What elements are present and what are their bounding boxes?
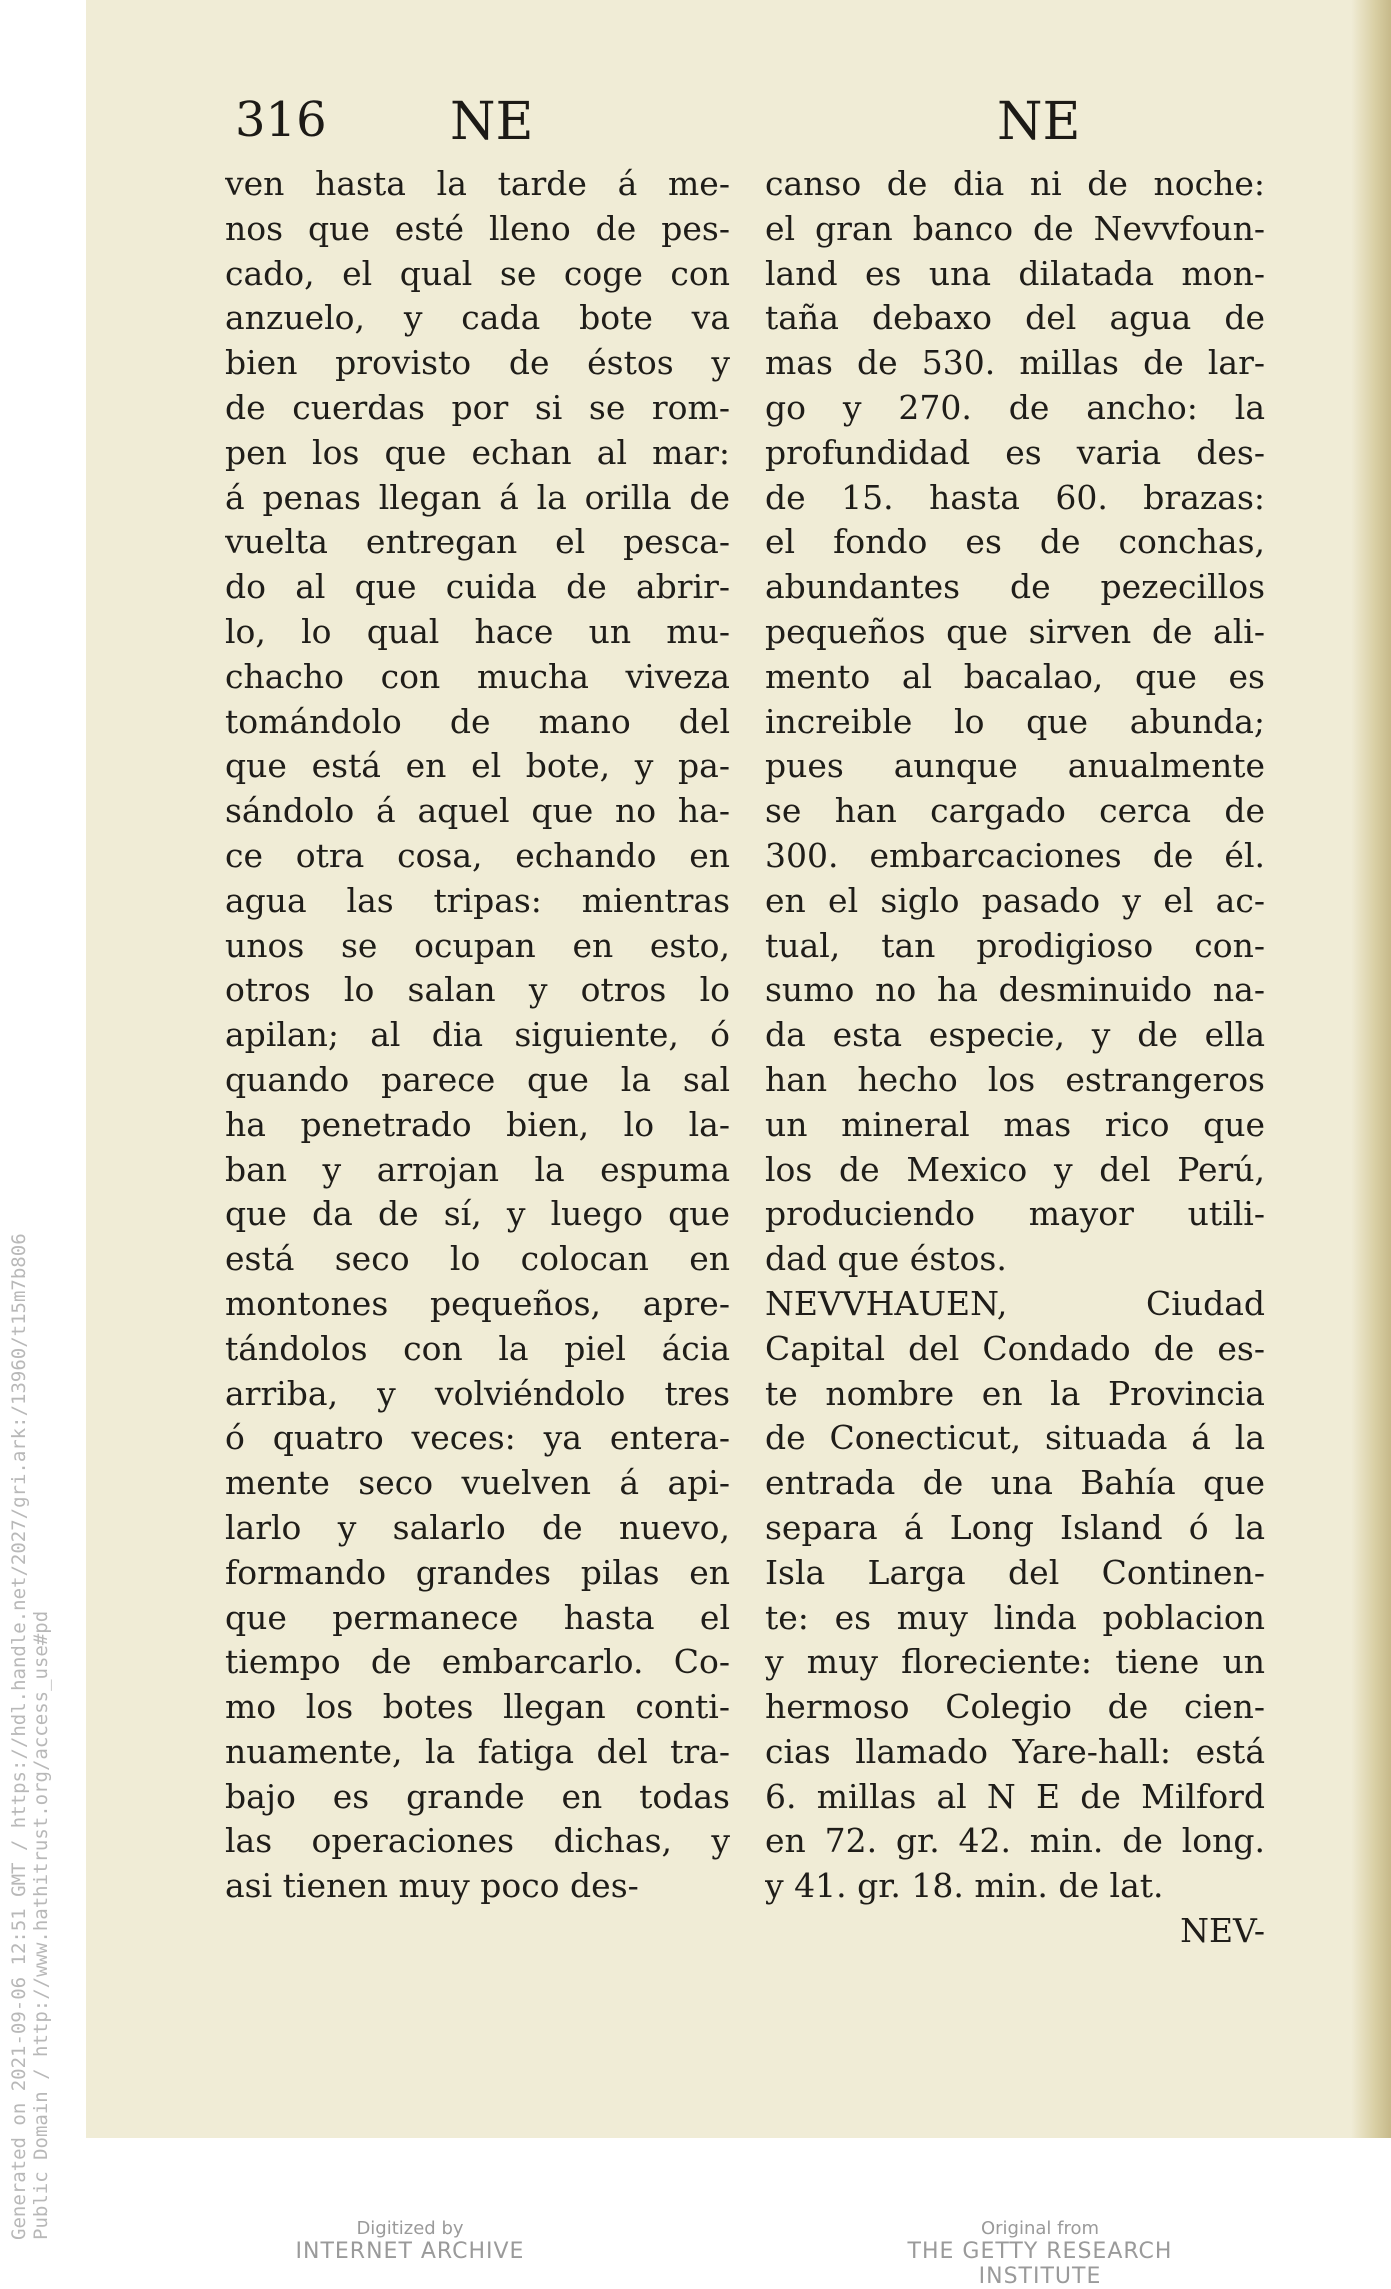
text-line: da esta especie, y de ella [765,1015,1265,1055]
right-text-column [765,162,1265,1954]
text-line: 6. millas al N E de Milford [765,1776,1265,1816]
text-line: larlo y salarlo de nuevo, [225,1507,730,1547]
text-line: bien provisto de éstos y [225,343,730,383]
text-line: tomándolo de mano del [225,701,730,741]
text-line: te: es muy linda poblacion [765,1597,1265,1637]
text-line: mo los botes llegan conti- [225,1687,730,1727]
text-line: abundantes de pezecillos [765,567,1265,607]
text-line: unos se ocupan en esto, [225,925,730,965]
text-line: las operaciones dichas, y [225,1821,730,1861]
text-line: mente seco vuelven á api- [225,1463,730,1503]
text-line: pen los que echan al mar: [225,432,730,472]
text-line: tiempo de embarcarlo. Co- [225,1642,730,1682]
text-line: el fondo es de conchas, [765,522,1265,562]
text-line: sumo no ha desminuido na- [765,970,1265,1010]
left-text-column [225,162,730,1909]
text-line: canso de dia ni de noche: [765,164,1265,203]
text-line: profundidad es varia des- [765,432,1265,472]
rights-note: Public Domain / http://www.hathitrust.org/access_use#pd [30,1610,52,2240]
text-line: pequeños que sirven de ali- [765,611,1265,651]
text-line: mas de 530. millas de lar- [765,343,1265,383]
text-line: hermoso Colegio de cien- [765,1687,1265,1727]
text-line: arriba, y volviéndolo tres [225,1373,730,1413]
text-line: que permanece hasta el [225,1597,730,1637]
text-line: go y 270. de ancho: la [765,387,1265,427]
source-name: THE GETTY RESEARCH INSTITUTE [907,2239,1173,2289]
text-line: mento al bacalao, que es [765,656,1265,696]
text-line: nuamente, la fatiga del tra- [225,1731,730,1771]
text-line: lo, lo qual hace un mu- [225,611,730,651]
text-line: el gran banco de Nevvfoun- [765,208,1265,248]
right-running-head: NE [997,92,1081,152]
text-line: apilan; al dia siguiente, ó [225,1015,730,1055]
text-line: do al que cuida de abrir- [225,567,730,607]
text-line: dad que éstos. [765,1239,1007,1279]
left-running-head: NE [450,92,534,152]
text-line: á penas llegan á la orilla de [225,477,730,517]
text-line: tual, tan prodigioso con- [765,925,1265,965]
original-from-label: Original from [980,2218,1100,2239]
text-line: ven hasta la tarde á me- [225,164,730,203]
text-line: está seco lo colocan en [225,1239,730,1279]
text-line: Capital del Condado de es- [765,1328,1265,1368]
text-line: 300. embarcaciones de él. [765,835,1265,875]
access-note [0,0,70,2271]
text-line: cado, el qual se coge con [225,253,730,293]
text-line: de 15. hasta 60. brazas: [765,477,1265,517]
page-edge [1351,0,1391,2138]
text-line: formando grandes pilas en [225,1552,730,1592]
text-line: otros lo salan y otros lo [225,970,730,1010]
text-line: se han cargado cerca de [765,791,1265,831]
text-line: agua las tripas: mientras [225,880,730,920]
text-line: increible lo que abunda; [765,701,1265,741]
text-line: en el siglo pasado y el ac- [765,880,1265,920]
generated-note: Generated on 2021-09-06 12:51 GMT / https://hdl.handle.net/2027/gri.ark:/13960/t15m7b806 [8,1233,30,2240]
text-line: los de Mexico y del Perú, [765,1149,1265,1189]
text-line: separa á Long Island ó la [765,1507,1265,1547]
text-line: cias llamado Yare-hall: está [765,1731,1265,1771]
text-line: ban y arrojan la espuma [225,1149,730,1189]
page-number: 316 [235,92,327,148]
text-line: vuelta entregan el pesca- [225,522,730,562]
text-line: nos que esté lleno de pes- [225,208,730,248]
text-line: taña debaxo del agua de [765,298,1265,338]
text-line: NEVVHAUEN, Ciudad [765,1283,1265,1323]
text-line: land es una dilatada mon- [765,253,1265,293]
text-line: pues aunque anualmente [765,746,1265,786]
text-line: ó quatro veces: ya entera- [225,1418,730,1458]
text-line: te nombre en la Provincia [765,1373,1265,1413]
text-line: ha penetrado bien, lo la- [225,1104,730,1144]
text-line: en 72. gr. 42. min. de long. [765,1821,1265,1861]
digitized-by-label: Digitized by [356,2218,464,2239]
text-line: chacho con mucha viveza [225,656,730,696]
text-line: sándolo á aquel que no ha- [225,791,730,831]
text-line: tándolos con la piel ácia [225,1328,730,1368]
text-line: bajo es grande en todas [225,1776,730,1816]
text-line: que da de sí, y luego que [225,1194,730,1234]
text-line: asi tienen muy poco des- [225,1866,639,1906]
text-line: han hecho los estrangeros [765,1059,1265,1099]
text-line: entrada de una Bahía que [765,1463,1265,1503]
text-line: produciendo mayor utili- [765,1194,1265,1234]
text-line: y 41. gr. 18. min. de lat. [765,1866,1164,1906]
text-line: ce otra cosa, echando en [225,835,730,875]
text-line: un mineral mas rico que [765,1104,1265,1144]
source-credit [850,2218,1230,2289]
text-line: de cuerdas por si se rom- [225,387,730,427]
text-line: NEV- [1180,1911,1265,1951]
text-line: anzuelo, y cada bote va [225,298,730,338]
text-line: Isla Larga del Continen- [765,1552,1265,1592]
digitizer-credit [240,2218,580,2264]
text-line: quando parece que la sal [225,1059,730,1099]
digitizer-name: INTERNET ARCHIVE [295,2239,525,2264]
text-line: de Conecticut, situada á la [765,1418,1265,1458]
text-line: que está en el bote, y pa- [225,746,730,786]
text-line: montones pequeños, apre- [225,1283,730,1323]
text-line: y muy floreciente: tiene un [765,1642,1265,1682]
